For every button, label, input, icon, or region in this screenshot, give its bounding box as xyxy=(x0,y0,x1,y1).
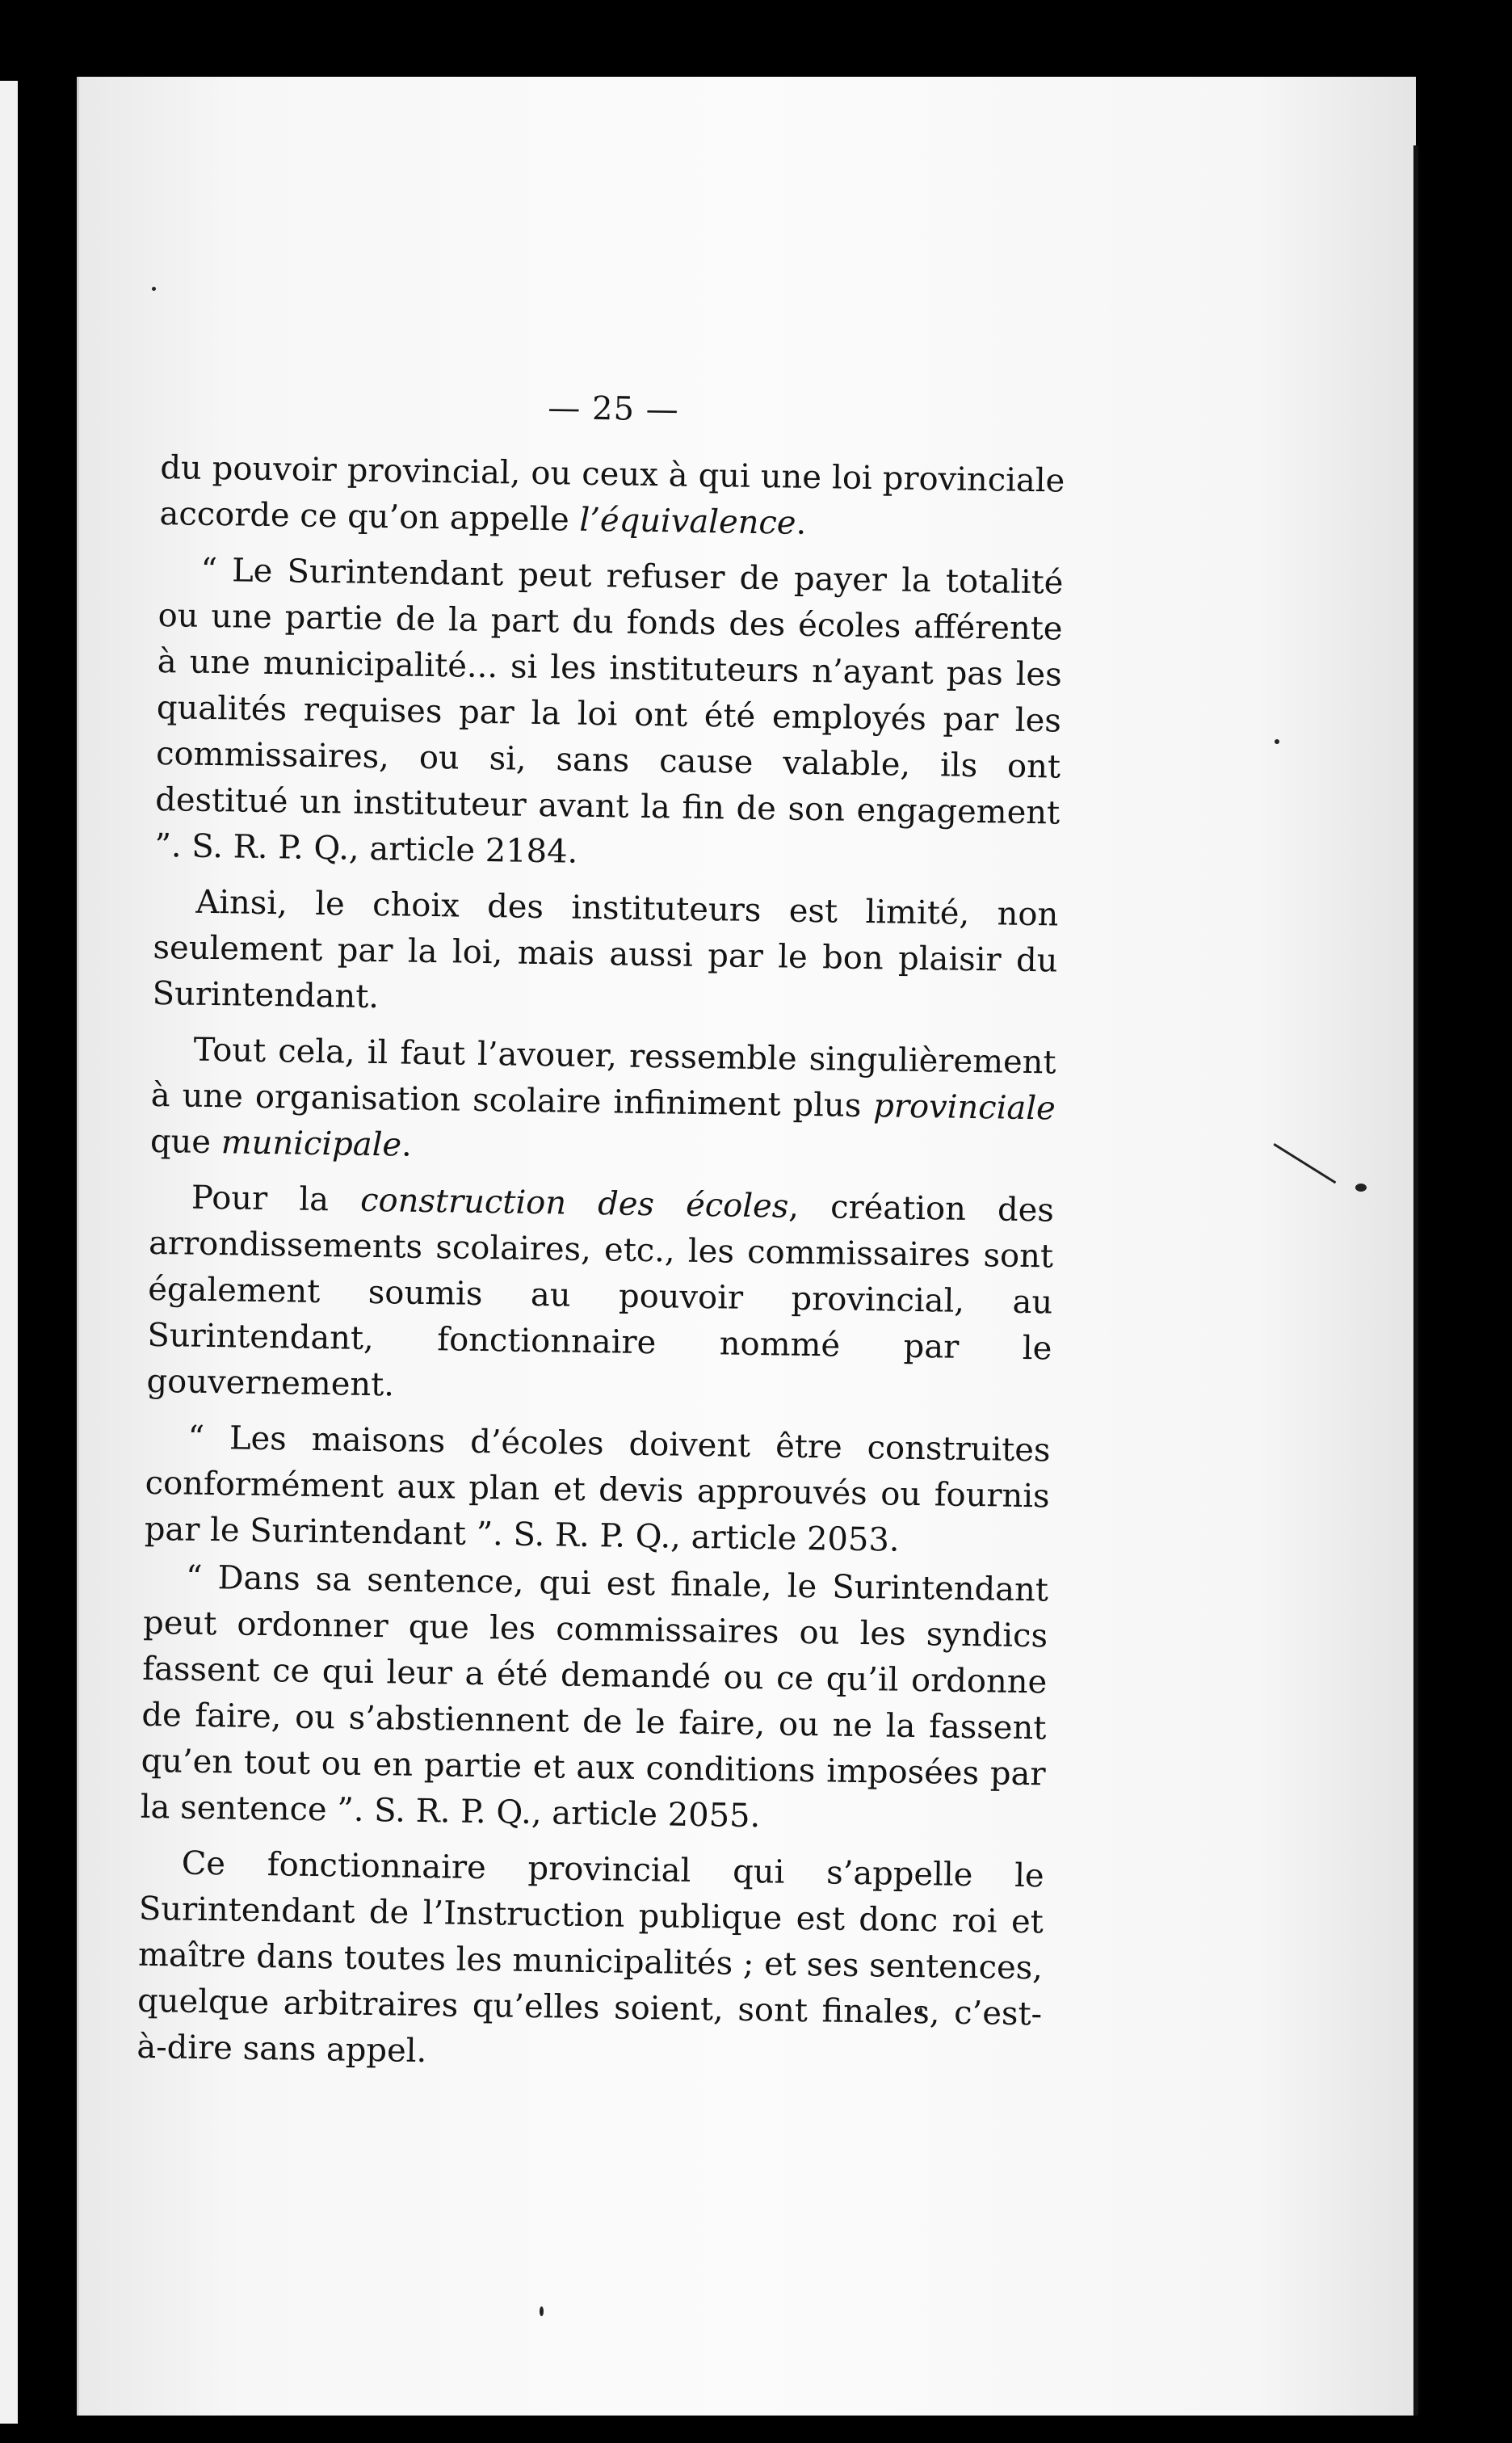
page-text xyxy=(136,380,1066,2083)
scan-speck xyxy=(152,287,156,291)
paragraph xyxy=(136,1840,1044,2084)
quoted-paragraph xyxy=(144,1415,1050,1566)
text-run: du pouvoir provincial, ou ceux à qui une loi provinciale accorde ce qu’on appelle xyxy=(159,448,1065,539)
text-run: Tout cela, il faut l’avouer, ressemble singulièrement à une organisation scolaire infiniment plus xyxy=(150,1031,1056,1125)
quoted-paragraph xyxy=(154,547,1064,883)
margin-mark xyxy=(1273,1143,1336,1184)
scan-speck xyxy=(1355,1184,1367,1192)
text-run: “ Dans sa sentence, qui est finale, le Surintendant peut ordonner que les commissaires ou les syndics fassent ce qui leur a été demandé ou ce qu’il ordonne de faire, ou s’abstiennent de le faire, ou ne la fassent qu’en tout ou en partie et aux conditions imposées par la sentence ”. S. R. P. Q., article 2055. xyxy=(140,1558,1049,1835)
text-run: “ Les maisons d’écoles doivent être construites conformément aux plan et devis approuvés ou fournis par le Surintendant ”. S. R. P. Q., article 2053. xyxy=(144,1419,1051,1559)
body-text xyxy=(136,445,1065,2083)
page-edge-shadow xyxy=(1413,145,1418,2416)
italic-text: construction des écoles xyxy=(359,1181,789,1226)
italic-text: municipale xyxy=(220,1124,402,1164)
adjacent-page-edge xyxy=(0,81,18,2424)
scan-speck xyxy=(540,2306,544,2316)
text-run: , création des arrondissements scolaires, etc., les commissaires sont également soumis au pouvoir provincial, au Surintendant, fonctionnaire nommé par le gouvernement. xyxy=(146,1188,1055,1404)
paragraph-continuation xyxy=(159,445,1065,551)
text-run: . xyxy=(401,1126,413,1164)
page-number: — 25 — xyxy=(548,389,680,429)
text-run: Pour la xyxy=(191,1179,361,1219)
paragraph xyxy=(150,1027,1056,1179)
italic-text: provinciale xyxy=(872,1087,1056,1128)
quoted-paragraph xyxy=(140,1554,1048,1844)
text-run: Ainsi, le choix des instituteurs est limité, non seulement par la loi, mais aussi par le bon plaisir du Surintendant. xyxy=(152,883,1059,1016)
paragraph xyxy=(152,879,1058,1031)
text-run: . xyxy=(796,504,807,542)
italic-text: l’équivalence xyxy=(579,501,796,542)
text-run: Ce fonctionnaire provincial qui s’appelle le Surintendant de l’Instruction publique est donc roi et maître dans toutes les municipalités ; et ses sentences, quelque arbitraires qu’elles soient, sont finales, c’est-à-dire sans appel. xyxy=(136,1844,1044,2071)
scan-speck xyxy=(1275,739,1279,744)
text-run: “ Le Surintendant peut refuser de payer la totalité ou une partie de la part du fonds des écoles afférente à une municipalité... si les instituteurs n’ayant pas les qualités requises par la loi ont été employés par les commissaires, ou si, sans cause valable, ils ont destitué un instituteur avant la fin de son engagement ”. S. R. P. Q., article 2184. xyxy=(154,551,1064,871)
paragraph xyxy=(146,1175,1054,1419)
text-run: que xyxy=(149,1122,222,1162)
